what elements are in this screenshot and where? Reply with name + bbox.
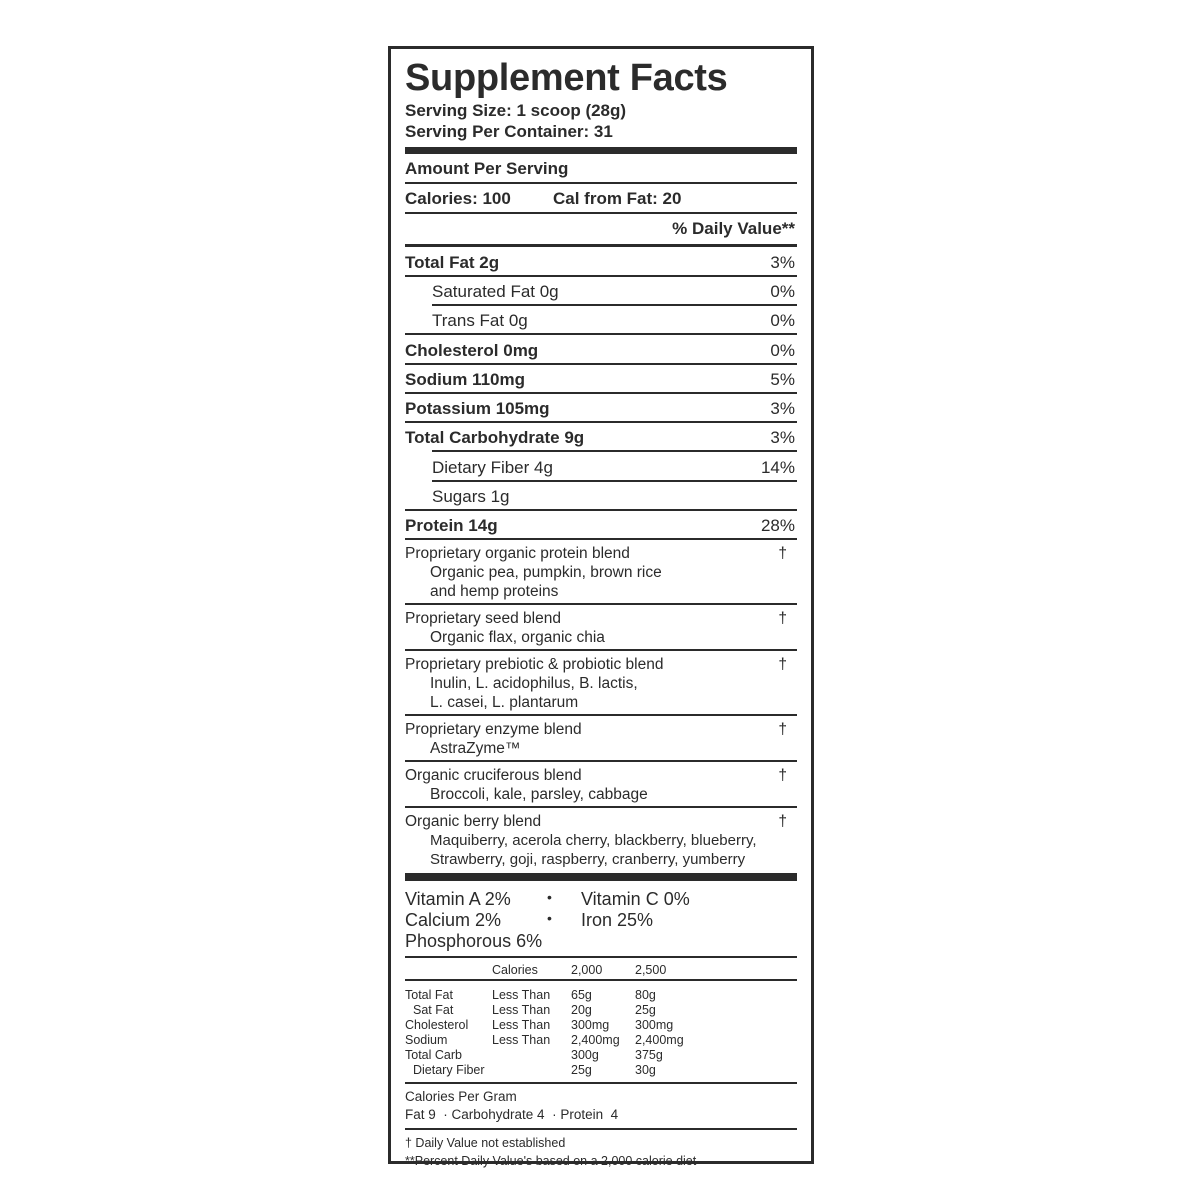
nutrient-row xyxy=(432,458,797,480)
ref-cell: Dietary Fiber xyxy=(413,1063,485,1077)
nutrient-dv: 3% xyxy=(770,399,795,418)
divider xyxy=(405,1082,797,1084)
servings-per-container: Serving Per Container: 31 xyxy=(405,122,613,141)
supplement-facts-label xyxy=(388,46,814,1168)
blend-item xyxy=(405,544,797,601)
nutrient-row xyxy=(405,253,797,275)
divider xyxy=(432,480,797,482)
blend-item xyxy=(405,812,797,869)
ref-cell: Total Carb xyxy=(405,1048,462,1062)
nutrient-name: Sodium 110mg xyxy=(405,370,525,389)
divider xyxy=(405,392,797,394)
blend-item xyxy=(405,655,797,712)
nutrient-row xyxy=(405,341,797,363)
ref-header-calories: Calories xyxy=(492,963,538,977)
iron: Iron 25% xyxy=(581,910,654,930)
blend-name: Proprietary prebiotic & probiotic blend xyxy=(405,656,664,673)
blend-item xyxy=(405,766,797,804)
blend-ingredients: and hemp proteins xyxy=(430,583,559,600)
divider xyxy=(405,182,797,184)
thick-divider xyxy=(405,147,797,154)
blend-name: Proprietary enzyme blend xyxy=(405,721,582,738)
ref-cell: 2,400mg xyxy=(571,1033,620,1047)
ref-cell: 300mg xyxy=(635,1018,674,1032)
divider xyxy=(405,212,797,214)
nutrient-name: Dietary Fiber 4g xyxy=(432,458,553,477)
divider xyxy=(405,979,797,981)
vitamin-c: Vitamin C 0% xyxy=(581,889,690,909)
nutrient-row xyxy=(405,399,797,421)
vitamin-a: Vitamin A 2% xyxy=(405,889,511,909)
blend-name: Proprietary seed blend xyxy=(405,610,561,627)
ref-header-2500: 2,500 xyxy=(635,963,667,977)
blend-name: Proprietary organic protein blend xyxy=(405,545,630,562)
nutrient-name: Saturated Fat 0g xyxy=(432,282,559,301)
nutrient-row xyxy=(432,487,797,509)
calories-per-gram-title: Calories Per Gram xyxy=(405,1089,517,1104)
divider xyxy=(405,714,797,716)
ref-cell: Less Than xyxy=(492,988,551,1002)
phosphorous: Phosphorous 6% xyxy=(405,931,543,951)
blend-ingredients: AstraZyme™ xyxy=(430,740,521,757)
blend-ingredients: Inulin, L. acidophilus, B. lactis, xyxy=(430,675,638,692)
dagger-mark: † xyxy=(778,767,787,784)
dagger-mark: † xyxy=(778,813,787,830)
divider xyxy=(405,649,797,651)
nutrient-dv: 0% xyxy=(770,341,795,360)
dagger-mark: † xyxy=(778,545,787,562)
blend-ingredients: Maquiberry, acerola cherry, blackberry, blueberry, xyxy=(430,832,757,849)
amount-per-serving-label: Amount Per Serving xyxy=(405,159,569,178)
dagger-mark: † xyxy=(778,656,787,673)
amount-per-serving xyxy=(405,159,797,181)
ref-cell: 25g xyxy=(635,1003,656,1017)
footnote-dagger: † Daily Value not established xyxy=(405,1136,566,1150)
daily-value-header: % Daily Value** xyxy=(672,219,795,238)
divider xyxy=(405,421,797,423)
ref-cell: Less Than xyxy=(492,1033,551,1047)
blend-ingredients: L. casei, L. plantarum xyxy=(430,694,579,711)
blend-ingredients: Organic flax, organic chia xyxy=(430,629,605,646)
nutrient-name: Cholesterol 0mg xyxy=(405,341,539,360)
divider xyxy=(405,363,797,365)
blend-item xyxy=(405,720,797,758)
calories-row xyxy=(405,189,797,211)
cal-from-fat-value: Cal from Fat: 20 xyxy=(553,189,682,208)
nutrient-dv: 3% xyxy=(770,253,795,272)
ref-cell: Total Fat xyxy=(405,988,453,1002)
divider xyxy=(405,333,797,335)
blend-ingredients: Organic pea, pumpkin, brown rice xyxy=(430,564,662,581)
blend-name: Organic berry blend xyxy=(405,813,542,830)
ref-cell: 375g xyxy=(635,1048,663,1062)
nutrient-name: Trans Fat 0g xyxy=(432,311,528,330)
ref-cell: 25g xyxy=(571,1063,592,1077)
ref-header-2000: 2,000 xyxy=(571,963,603,977)
ref-cell: Cholesterol xyxy=(405,1018,469,1032)
divider xyxy=(405,538,797,540)
nutrient-row xyxy=(405,428,797,450)
thick-divider xyxy=(405,873,797,881)
calcium: Calcium 2% xyxy=(405,910,502,930)
footnote-daily-value: **Percent Daily Value's based on a 2,000 calorie diet xyxy=(405,1154,697,1168)
ref-cell: 2,400mg xyxy=(635,1033,684,1047)
divider xyxy=(405,806,797,808)
ref-cell: Sat Fat xyxy=(413,1003,454,1017)
nutrient-row xyxy=(405,516,797,538)
dagger-mark: † xyxy=(778,610,787,627)
divider xyxy=(405,760,797,762)
serving-size: Serving Size: 1 scoop (28g) xyxy=(405,101,627,120)
ref-cell: 300mg xyxy=(571,1018,610,1032)
label-title: Supplement Facts xyxy=(405,57,728,99)
divider xyxy=(405,244,797,247)
nutrient-name: Potassium 105mg xyxy=(405,399,550,418)
nutrient-dv: 3% xyxy=(770,428,795,447)
ref-cell: 300g xyxy=(571,1048,599,1062)
divider xyxy=(405,1128,797,1130)
ref-cell: 30g xyxy=(635,1063,656,1077)
ref-cell: Sodium xyxy=(405,1033,448,1047)
nutrient-row xyxy=(432,282,797,304)
divider xyxy=(432,304,797,306)
ref-cell: 80g xyxy=(635,988,656,1002)
nutrient-dv: 5% xyxy=(770,370,795,389)
divider xyxy=(405,275,797,277)
bullet: • xyxy=(547,889,552,905)
ref-cell: 65g xyxy=(571,988,592,1002)
divider xyxy=(405,603,797,605)
divider xyxy=(432,450,797,452)
bullet: • xyxy=(547,910,552,926)
blend-name: Organic cruciferous blend xyxy=(405,767,582,784)
calories-value: Calories: 100 xyxy=(405,189,511,208)
nutrient-name: Protein 14g xyxy=(405,516,498,535)
blend-ingredients: Strawberry, goji, raspberry, cranberry, yumberry xyxy=(430,851,746,868)
dagger-mark: † xyxy=(778,721,787,738)
nutrient-row xyxy=(432,311,797,333)
ref-cell: 20g xyxy=(571,1003,592,1017)
nutrient-row xyxy=(405,370,797,392)
ref-cell: Less Than xyxy=(492,1003,551,1017)
nutrient-name: Total Fat 2g xyxy=(405,253,500,272)
daily-value-header-row xyxy=(405,219,797,241)
calories-per-gram-line: Fat 9 · Carbohydrate 4 · Protein 4 xyxy=(405,1107,619,1122)
nutrient-dv: 0% xyxy=(770,311,795,330)
blend-item xyxy=(405,609,797,647)
nutrient-dv: 14% xyxy=(760,458,795,477)
blend-ingredients: Broccoli, kale, parsley, cabbage xyxy=(430,786,648,803)
divider xyxy=(405,509,797,511)
nutrient-name: Total Carbohydrate 9g xyxy=(405,428,585,447)
nutrient-dv: 28% xyxy=(760,516,795,535)
nutrient-dv: 0% xyxy=(770,282,795,301)
divider xyxy=(405,956,797,958)
ref-cell: Less Than xyxy=(492,1018,551,1032)
nutrient-name: Sugars 1g xyxy=(432,487,510,506)
